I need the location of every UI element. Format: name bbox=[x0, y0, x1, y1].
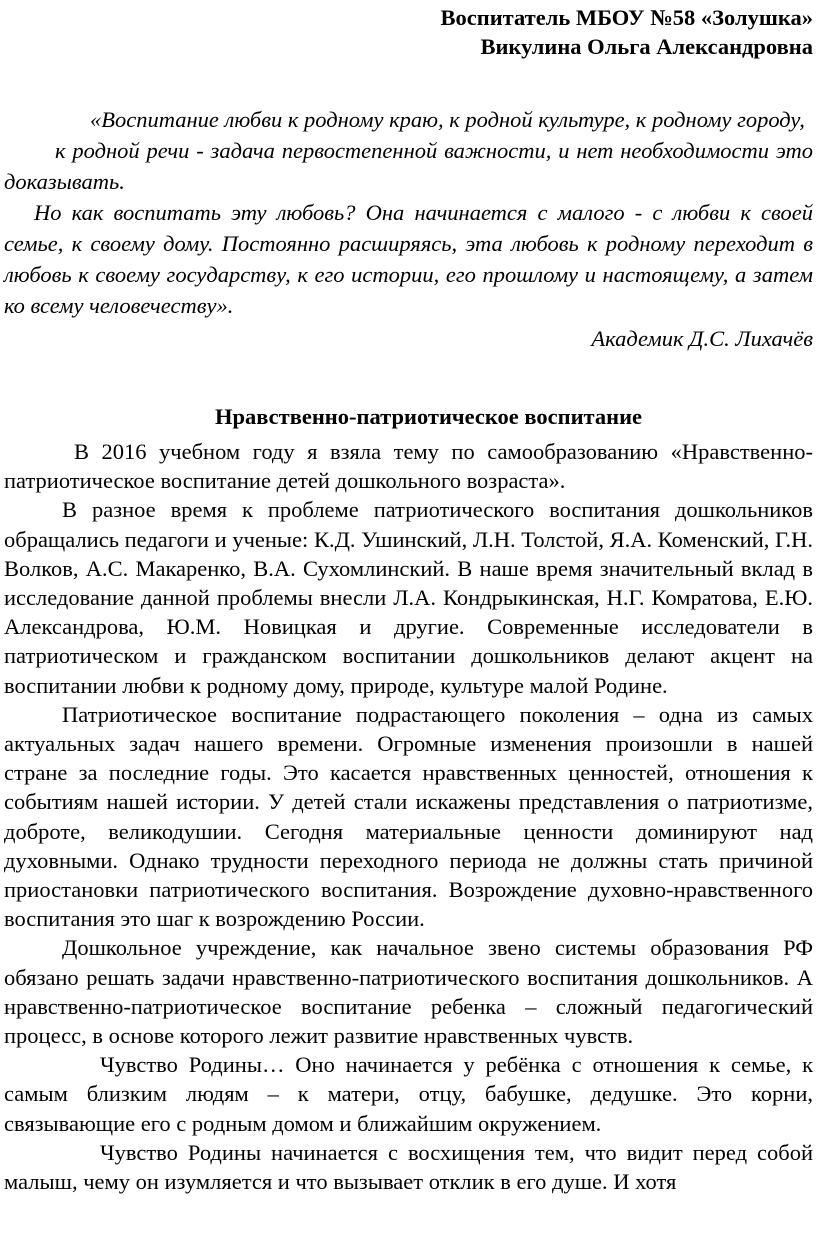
body-text bbox=[4, 437, 813, 1196]
epigraph-paragraph-1: «Воспитание любви к родному краю, к родной культуре, к родному городу, bbox=[90, 107, 805, 132]
epigraph-paragraph-2: к родной речи - задача первостепенной важности, и нет необходимости это доказывать. bbox=[4, 138, 813, 194]
body-paragraph: В разное время к проблеме патриотического воспитания дошкольников обращались педагоги и ученые: К.Д. Ушинский, Л.Н. Толстой, Я.А. Коменский, Г.Н. Волков, А.С. Макаренко, В.А. Сухомлинский. В наше время значительный вклад в исследование данной проблемы внесли Л.А. Кондрыкинская, Н.Г. Комратова, Е.Ю. Александрова, Ю.М. Новицкая и другие. Современные исследователи в патриотическом и гражданском воспитании дошкольников делают акцент на воспитании любви к родному дому, природе, культуре малой Родине. bbox=[4, 497, 813, 698]
body-paragraph: Дошкольное учреждение, как начальное звено системы образования РФ обязано решать задачи нравственно-патриотического воспитания дошкольников. А нравственно-патриотическое воспитание ребенка – сложный педагогический процесс, в основе которого лежит развитие нравственных чувств. bbox=[4, 935, 813, 1049]
epigraph-author: Академик Д.С. Лихачёв bbox=[591, 326, 813, 351]
author-name: Викулина Ольга Александровна bbox=[480, 34, 813, 59]
body-paragraph: В 2016 учебном году я взяла тему по самообразованию «Нравственно-патриотическое воспитание детей дошкольного возраста». bbox=[4, 439, 813, 494]
body-paragraph: Чувство Родины начинается с восхищения тем, что видит перед собой малыш, чему он изумляется и что вызывает отклик в его душе. И хотя bbox=[4, 1139, 813, 1195]
body-paragraph: Патриотическое воспитание подрастающего поколения – одна из самых актуальных задач нашего времени. Огромные изменения произошли в нашей стране за последние годы. Это касается нравственных ценностей, отношения к событиям нашей истории. У детей стали искажены представления о патриотизме, доброте, великодушии. Сегодня материальные ценности доминируют над духовными. Однако трудности переходного периода не должны стать причиной приостановки патриотического воспитания. Возрождение духовно-нравственного воспитания это шаг к возрождению России. bbox=[4, 701, 813, 932]
epigraph bbox=[4, 104, 813, 354]
author-header bbox=[4, 3, 813, 61]
body-paragraph: Чувство Родины… Оно начинается у ребёнка с отношения к семье, к самым близким людям – к матери, отцу, бабушке, дедушке. Это корни, связывающие его с родным домом и ближайшим окружением. bbox=[4, 1052, 813, 1136]
author-position: Воспитатель МБОУ №58 «Золушка» bbox=[440, 5, 813, 30]
section-title: Нравственно-патриотическое воспитание bbox=[214, 404, 643, 429]
epigraph-paragraph-3: Но как воспитать эту любовь? Она начинается с малого - с любви к своей семье, к своему дому. Постоянно расширяясь, эта любовь к родному переходит в любовь к своему государству, к его истории, его прошлому и настоящему, а затем ко всему человечеству». bbox=[4, 200, 813, 318]
